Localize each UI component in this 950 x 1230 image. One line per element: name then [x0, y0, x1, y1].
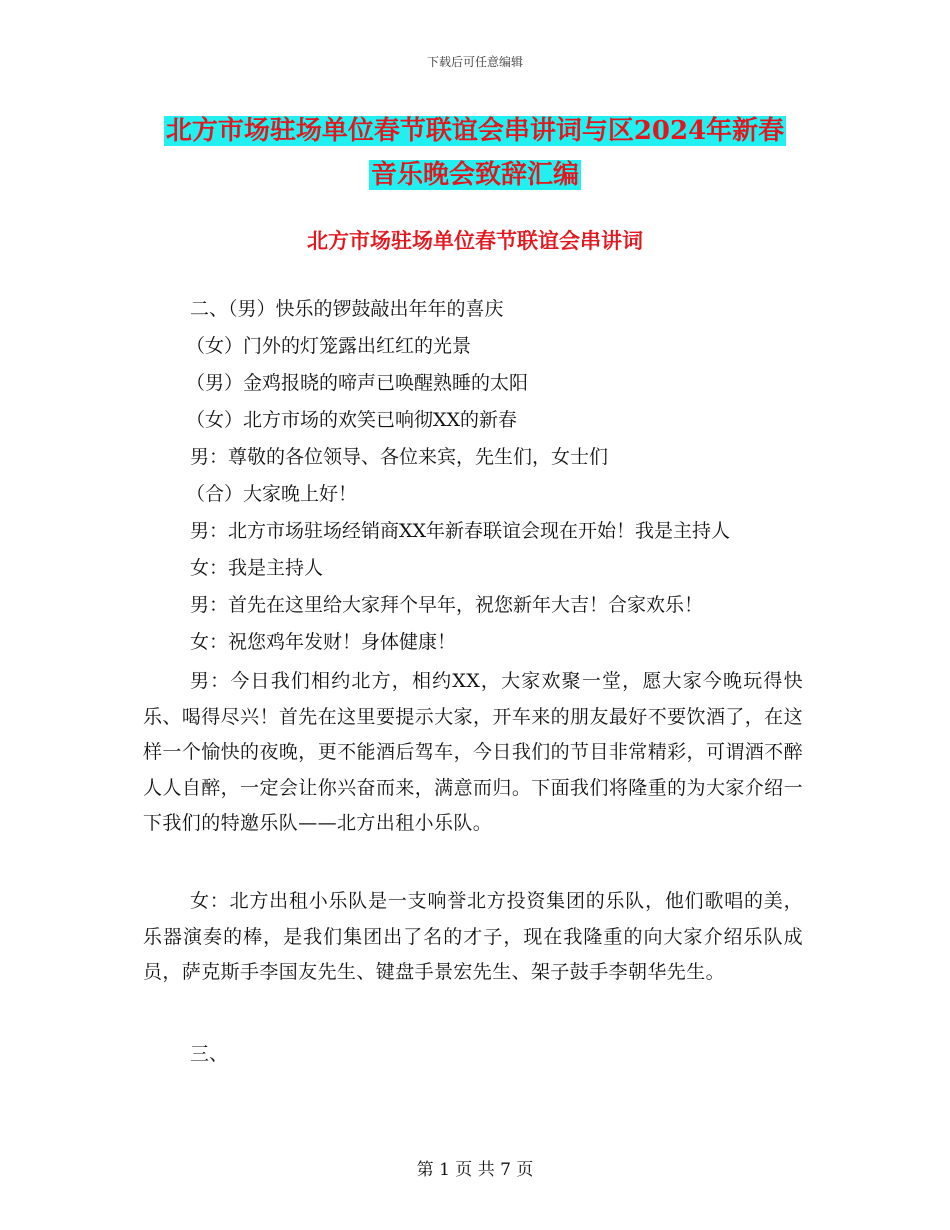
- script-line: （男）金鸡报晓的啼声已唤醒熟睡的太阳: [186, 372, 529, 394]
- script-line: 男：尊敬的各位领导、各位来宾，先生们，女士们: [190, 446, 609, 468]
- script-line: （合）大家晚上好！: [186, 483, 358, 505]
- section-three-label: 三、: [190, 1043, 229, 1065]
- document-title-text-1: 北方市场驻场单位春节联谊会串讲词与区2024年新春: [165, 116, 785, 146]
- page-footer: 第 1 页 共 7 页: [416, 1160, 534, 1180]
- script-line: 二、（男）快乐的锣鼓敲出年年的喜庆: [190, 298, 504, 320]
- script-line: 男：北方市场驻场经销商XX年新春联谊会现在开始！我是主持人: [190, 520, 731, 542]
- script-line: （女）门外的灯笼露出红红的光景: [186, 335, 472, 357]
- page-header-note: 下载后可任意编辑: [426, 55, 523, 69]
- document-title-text-2: 音乐晚会致辞汇编: [370, 160, 579, 190]
- document-title-line-2: [0, 157, 950, 193]
- section-subtitle: 北方市场驻场单位春节联谊会串讲词: [307, 228, 643, 253]
- script-line: 男：首先在这里给大家拜个早年，祝您新年大吉！合家欢乐！: [190, 594, 704, 616]
- script-line: 女：我是主持人: [190, 557, 324, 579]
- script-line: （女）北方市场的欢笑已响彻XX的新春: [186, 409, 518, 431]
- paragraph-band-intro: 男：今日我们相约北方，相约XX，大家欢聚一堂，愿大家今晚玩得快乐、喝得尽兴！首先在这里要提示大家，开车来的朋友最好不要饮酒了，在这样一个愉快的夜晚，更不能酒后驾车，今日我们的节目非常精彩，可谓酒不醉人人自醉，一定会让你兴奋而来，满意而归。下面我们将隆重的为大家介绍一下我们的特邀乐队——北方出租小乐队。: [143, 670, 803, 835]
- document-title-line-1: [0, 113, 950, 149]
- script-line: 女：祝您鸡年发财！身体健康！: [190, 631, 457, 653]
- paragraph-band-members: 女：北方出租小乐队是一支响誉北方投资集团的乐队，他们歌唱的美，乐器演奏的棒，是我们集团出了名的才子，现在我隆重的向大家介绍乐队成员，萨克斯手李国友先生、键盘手景宏先生、架子鼓手李朝华先生。: [143, 890, 803, 984]
